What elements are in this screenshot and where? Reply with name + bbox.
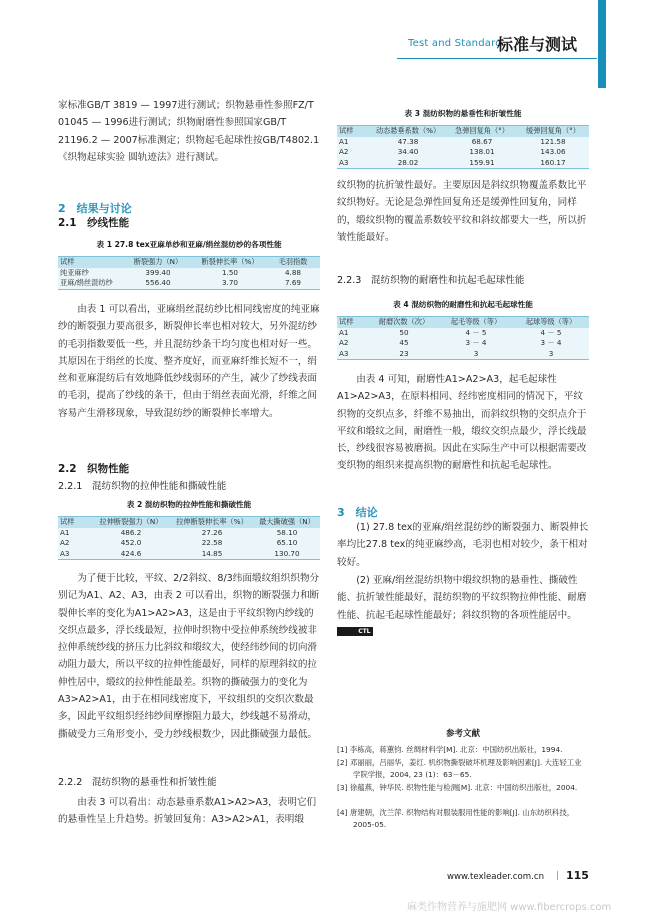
table-row <box>337 137 589 148</box>
reference-item: [1] 李栋高，蒋蕙钧. 丝绸材料学[M]. 北京：中国纺织出版社，1994. <box>337 745 563 754</box>
table-cell: 160.17 <box>517 158 589 169</box>
table-cell: 28.02 <box>369 158 447 169</box>
table-row <box>58 538 320 549</box>
section-2-2-3-title: 2.2.3 混纺织物的耐磨性和抗起毛起球性能 <box>337 275 525 286</box>
table-2-header-row <box>58 517 320 528</box>
table-4-header-cell: 起毛等级（等） <box>439 317 513 328</box>
table-cell: 3 － 4 <box>439 338 513 349</box>
conclusion-1: (1) 27.8 tex的亚麻/绢丝混纺纱的断裂强力、断裂伸长率均比27.8 tex的纯亚麻纱高，毛羽也相对较少，条干相对较好。 <box>337 522 589 568</box>
table-cell: 130.70 <box>254 549 320 560</box>
reference-item: [2] 邓丽丽，吕丽华，姜红. 机织物撕裂破坏机理及影响因素[J]. 大连轻工业学院学报，2004, 23 (1)：63－65. <box>337 758 582 779</box>
table-cell: 65.10 <box>254 538 320 549</box>
table-cell: 14.85 <box>170 549 254 560</box>
table-cell: 138.01 <box>447 147 517 158</box>
section-2-2-title: 2.2 织物性能 <box>58 463 130 475</box>
paragraph-table-1-discussion: 由表 1 可以看出，亚麻绢丝混纺纱比相同线密度的纯亚麻纱的断裂强力要高很多，断裂伸长率也相对较大，另外混纺纱的毛羽指数要低一些，并且混纺纱条干均匀度也相对好一些。其原因在于绢丝的长度、整齐度好，而亚麻纤维长短不一，绢丝和亚麻混纺后有效地降低纱线弱环的产生，减少了纱线表面的毛羽，提高了纱线的条干，但由于绢丝表面光滑，纤维之间容易产生滑移现象，导致混纺纱的断裂伸长率增大。 <box>58 304 320 419</box>
table-4-header-row <box>337 317 589 328</box>
table-cell: A2 <box>337 338 369 349</box>
header-rule <box>397 58 597 59</box>
table-cell: 424.6 <box>92 549 170 560</box>
table-3-header-cell: 动态悬垂系数（%） <box>369 126 447 137</box>
table-row <box>58 268 320 279</box>
table-cell: 4.88 <box>266 268 320 279</box>
table-cell: 452.0 <box>92 538 170 549</box>
table-1-header-row <box>58 257 320 268</box>
section-2-2-1-title: 2.2.1 混纺织物的拉伸性能和撕破性能 <box>58 481 227 492</box>
page-number: 115 <box>566 869 589 882</box>
table-cell: A3 <box>337 349 369 360</box>
conclusion-2 <box>337 572 589 641</box>
table-row <box>337 328 589 339</box>
table-cell: A1 <box>337 328 369 339</box>
table-cell: 4 － 5 <box>513 328 589 339</box>
intro-paragraph: 家标准GB/T 3819 — 1997进行测试；织物悬垂性参照FZ/T 01045 — 1996进行测试；织物耐磨性参照国家GB/T 21196.2 — 2007标准测定；织物起毛起球性按GB/T4802.1《织物起球实验 圆轨迹法》进行测试。 <box>58 100 320 163</box>
table-cell: A3 <box>58 549 92 560</box>
paragraph-table-3-discussion: 纹织物的抗折皱性最好。主要原因是斜纹织物覆盖系数比平纹织物好。无论是急弹性回复角还是缓弹性回复角，同样的，缎纹织物的覆盖系数较平纹和斜纹都要大一些，所以折皱性能最好。 <box>337 180 587 243</box>
table-2-header-cell: 最大撕破强（N） <box>254 517 320 528</box>
header-english-title: Test and Standard <box>408 38 502 49</box>
table-3 <box>337 125 589 169</box>
table-cell: A2 <box>337 147 369 158</box>
reference-item: [3] 徐蕴燕，钟华民. 织物性能与检测[M]. 北京：中国纺织出版社，2004. <box>337 783 578 792</box>
table-cell: 47.38 <box>369 137 447 148</box>
table-cell: 50 <box>369 328 439 339</box>
table-1 <box>58 256 320 290</box>
table-cell: 纯亚麻纱 <box>58 268 122 279</box>
table-row <box>58 549 320 560</box>
table-cell: 45 <box>369 338 439 349</box>
table-cell: A1 <box>337 137 369 148</box>
table-1-caption: 表 1 27.8 tex亚麻单纱和亚麻/绢丝混纺纱的各项性能 <box>96 240 282 249</box>
paragraph-table-2-discussion: 为了便于比较，平纹、2/2斜纹、8/3纬面缎纹组织织物分别记为A1、A2、A3，由表 2 可以看出，织物的断裂强力和断裂伸长率的变化为A1>A2>A3，这是由于平纹织物内纱线的交织点最多，浮长线最短，拉伸时织物中受拉伸系统纱线被非拉伸系统纱线的挤压力比斜纹和缎纹大，使经纬纱间的切向滑动阻力最大，所以平纹的拉伸性能最好，同样的原理斜纹的拉伸性居中，缎纹的拉伸性能最差。织物的撕破强力的变化为A3>A2>A1，由于在相同线密度下，平纹组织的交织次数最多，因此平纹组织经纬纱间摩擦阻力最大，纱线越不易滑动，撕破受力三角形变小，受力纱线根数少，因此撕破强力最低。 <box>58 573 320 740</box>
table-cell: 143.06 <box>517 147 589 158</box>
table-4 <box>337 316 589 360</box>
table-cell: 4 － 5 <box>439 328 513 339</box>
table-1-header-cell: 断裂伸长率（%） <box>194 257 266 268</box>
table-cell: 3 <box>439 349 513 360</box>
table-cell: 27.26 <box>170 528 254 539</box>
table-cell: 7.69 <box>266 278 320 289</box>
footer-separator: | <box>556 871 559 881</box>
table-3-header-row <box>337 126 589 137</box>
table-cell: 23 <box>369 349 439 360</box>
table-cell: 3 － 4 <box>513 338 589 349</box>
table-2-caption: 表 2 混纺织物的拉伸性能和撕破性能 <box>126 500 252 509</box>
table-cell: 22.58 <box>170 538 254 549</box>
table-3-header-cell: 试样 <box>337 126 369 137</box>
table-1-header-cell: 断裂强力（N） <box>122 257 194 268</box>
section-2-2-2-title: 2.2.2 混纺织物的悬垂性和折皱性能 <box>58 777 217 788</box>
table-3-caption: 表 3 混纺织物的悬垂性和折皱性能 <box>404 109 522 118</box>
table-2-header-cell: 拉伸断裂伸长率（%） <box>170 517 254 528</box>
table-cell: 亚麻/绢丝混纺纱 <box>58 278 122 289</box>
table-cell: 68.67 <box>447 137 517 148</box>
table-row <box>337 158 589 169</box>
table-cell: 1.50 <box>194 268 266 279</box>
table-cell: 399.40 <box>122 268 194 279</box>
table-4-header-cell: 耐磨次数（次） <box>369 317 439 328</box>
table-cell: 159.91 <box>447 158 517 169</box>
paragraph-table-4-discussion: 由表 4 可知，耐磨性A1>A2>A3，起毛起球性A1>A2>A3，在原料相同、经纬密度相同的情况下，平纹织物的交织点多，纤维不易抽出，而斜纹织物的交织点介于平纹和缎纹之间，耐磨性一般，缎纹交织点最少，浮长线最长，纱线很容易被磨损。因此在实际生产中可以根据需要改变织物的组织来提高织物的耐磨性和抗起毛起球性。 <box>337 374 587 472</box>
watermark-text: 麻类作物营养与施肥网 www.fibercrops.com <box>407 902 612 913</box>
table-row <box>337 338 589 349</box>
table-cell: 556.40 <box>122 278 194 289</box>
table-2 <box>58 516 320 560</box>
references-title: 参考文献 <box>445 729 480 739</box>
conclusion-2-text: (2) 亚麻/绢丝混纺织物中缎纹织物的悬垂性、撕破性能、抗折皱性能最好，混纺织物的平纹织物拉伸性能、耐磨性能、抗起毛起球性能最好；斜纹织物的各项性能居中。 <box>337 575 587 621</box>
footer-website: www.texleader.com.cn <box>447 872 545 882</box>
section-2-1-title: 2.1 纱线性能 <box>58 217 130 229</box>
table-2-header-cell: 拉伸断裂强力（N） <box>92 517 170 528</box>
table-cell: 58.10 <box>254 528 320 539</box>
table-4-header-cell: 试样 <box>337 317 369 328</box>
ctl-end-mark-icon: CTL <box>337 627 373 636</box>
table-3-header-cell: 急弹回复角（°） <box>447 126 517 137</box>
table-cell: A3 <box>337 158 369 169</box>
table-row <box>337 349 589 360</box>
table-cell: A1 <box>58 528 92 539</box>
table-row <box>58 278 320 289</box>
table-cell: 121.58 <box>517 137 589 148</box>
table-row <box>58 528 320 539</box>
table-4-caption: 表 4 混纺织物的耐磨性和抗起毛起球性能 <box>393 300 533 309</box>
header-chinese-title: 标准与测试 <box>497 35 578 54</box>
table-row <box>337 147 589 158</box>
table-cell: 34.40 <box>369 147 447 158</box>
reference-item: [4] 唐建朝，沈兰萍. 织物结构对服装服用性能的影响[J]. 山东纺织科技，2005-05. <box>337 808 575 829</box>
table-3-header-cell: 缓弹回复角（°） <box>517 126 589 137</box>
table-1-header-cell: 毛羽指数 <box>266 257 320 268</box>
table-4-header-cell: 起球等级（等） <box>513 317 589 328</box>
table-cell: 3.70 <box>194 278 266 289</box>
table-1-header-cell: 试样 <box>58 257 122 268</box>
paragraph-table-3-intro: 由表 3 可以看出：动态悬垂系数A1>A2>A3，表明它们的悬垂性呈上升趋势。折皱回复角：A3>A2>A1，表明缎 <box>58 797 317 826</box>
header-accent-bar <box>598 0 606 88</box>
section-2-title: 2 结果与讨论 <box>58 202 132 215</box>
table-cell: 486.2 <box>92 528 170 539</box>
table-cell: 3 <box>513 349 589 360</box>
table-cell: A2 <box>58 538 92 549</box>
section-3-title: 3 结论 <box>337 506 378 519</box>
table-2-header-cell: 试样 <box>58 517 92 528</box>
